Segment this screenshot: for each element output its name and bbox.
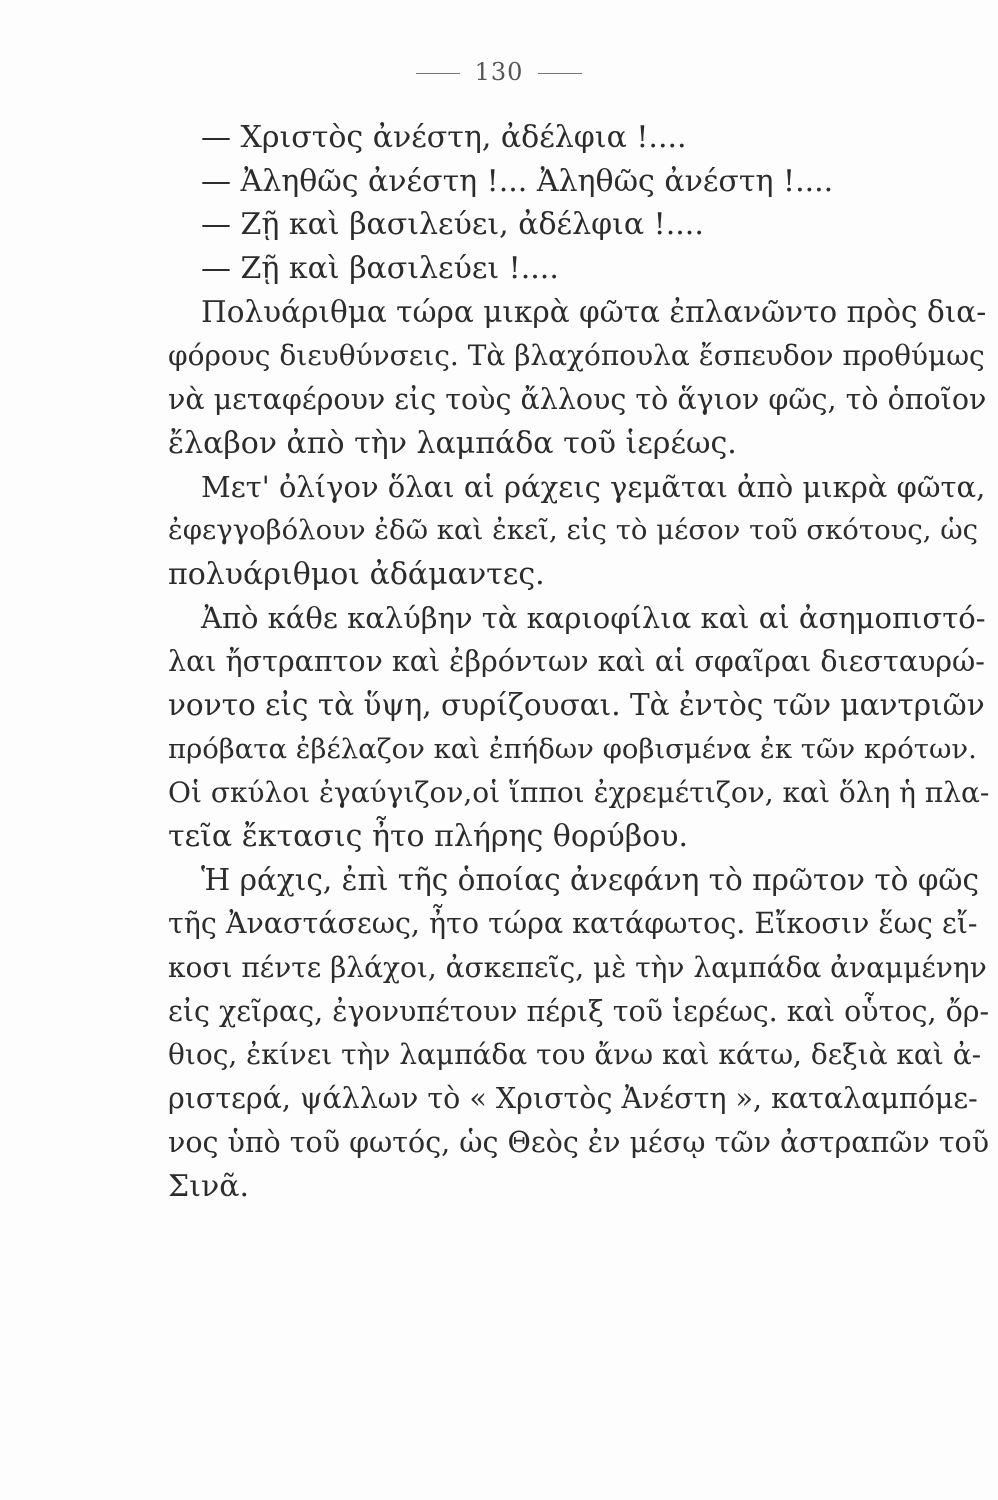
text-line: τεῖα ἔκτασις ἦτο πλήρης θορύβου. [168, 819, 688, 854]
header-dash-right [538, 73, 582, 74]
text-line: ριστερά, ψάλλων τὸ « Χριστὸς Ἀνέστη », καταλαμπόμε- [168, 1082, 978, 1116]
text-line: — Χριστὸς ἀνέστη, ἀδέλφια !.... [201, 120, 687, 155]
text-line: Ἡ ράχις, ἐπὶ τῆς ὁποίας ἀνεφάνη τὸ πρῶτον τὸ φῶς [201, 862, 980, 897]
text-line: κοσι πέντε βλάχοι, ἀσκεπεῖς, μὲ τὴν λαμπάδα ἀναμμένην [168, 951, 987, 985]
text-line: τῆς Ἀναστάσεως, ἦτο τώρα κατάφωτος. Εἴκοσιν ἕως εἴ- [168, 907, 978, 941]
text-line: — Ἀληθῶς ἀνέστη !... Ἀληθῶς ἀνέστη !.... [201, 163, 834, 199]
text-line: Ἀπὸ κάθε καλύβην τὰ καριοφίλια καὶ αἱ ἀσημοπιστό- [201, 600, 986, 635]
text-line: νος ὑπὸ τοῦ φωτός, ὡς Θεὸς ἐν μέσῳ τῶν ἀστραπῶν τοῦ [168, 1125, 990, 1159]
text-line: πολυάριθμοι ἀδάμαντες. [168, 556, 545, 592]
text-line: — Ζῇ καὶ βασιλεύει !.... [201, 251, 559, 287]
text-line: — Ζῇ καὶ βασιλεύει, ἀδέλφια !.... [201, 207, 704, 243]
page-number: 130 [474, 58, 524, 86]
page-header [0, 58, 998, 86]
text-line: εἰς χεῖρας, ἐγονυπέτουν πέριξ τοῦ ἱερέως. καὶ οὗτος, ὄρ- [168, 994, 990, 1028]
text-line: λαι ἤστραπτον καὶ ἐβρόντων καὶ αἱ σφαῖραι διεσταυρώ- [168, 645, 985, 679]
text-line: νὰ μεταφέρουν εἰς τοὺς ἄλλους τὸ ἅγιον φῶς, τὸ ὁποῖον [168, 383, 987, 417]
text-line: πρόβατα ἐβέλαζον καὶ ἐπήδων φοβισμένα ἐκ τῶν κρότων. [168, 732, 977, 765]
page-body [168, 116, 990, 1208]
header-dash-left [416, 73, 460, 74]
text-line: νοντο εἰς τὰ ὕψη, συρίζουσαι. Τὰ ἐντὸς τῶν μαντριῶν [168, 687, 985, 722]
text-line: Πολυάριθμα τώρα μικρὰ φῶτα ἐπλανῶντο πρὸς δια- [201, 294, 987, 329]
text-line: Σινᾶ. [168, 1168, 250, 1204]
text-line: ἐφεγγοβόλουν ἐδῶ καὶ ἐκεῖ, εἰς τὸ μέσον τοῦ σκότους, ὡς [168, 514, 979, 547]
text-line: ἔλαβον ἀπὸ τὴν λαμπάδα τοῦ ἱερέως. [168, 425, 737, 461]
text-line: φόρους διευθύνσεις. Τὰ βλαχόπουλα ἔσπευδον προθύμως [168, 339, 985, 373]
text-line: θιος, ἐκίνει τὴν λαμπάδα του ἄνω καὶ κάτω, δεξιὰ καὶ ἀ- [168, 1038, 982, 1072]
text-line: Οἱ σκύλοι ἐγαύγιζον,οἱ ἵπποι ἐχρεμέτιζον, καὶ ὅλη ἡ πλα- [168, 776, 990, 810]
text-line: Μετ' ὀλίγον ὅλαι αἱ ράχεις γεμᾶται ἀπὸ μικρὰ φῶτα, [201, 469, 986, 504]
